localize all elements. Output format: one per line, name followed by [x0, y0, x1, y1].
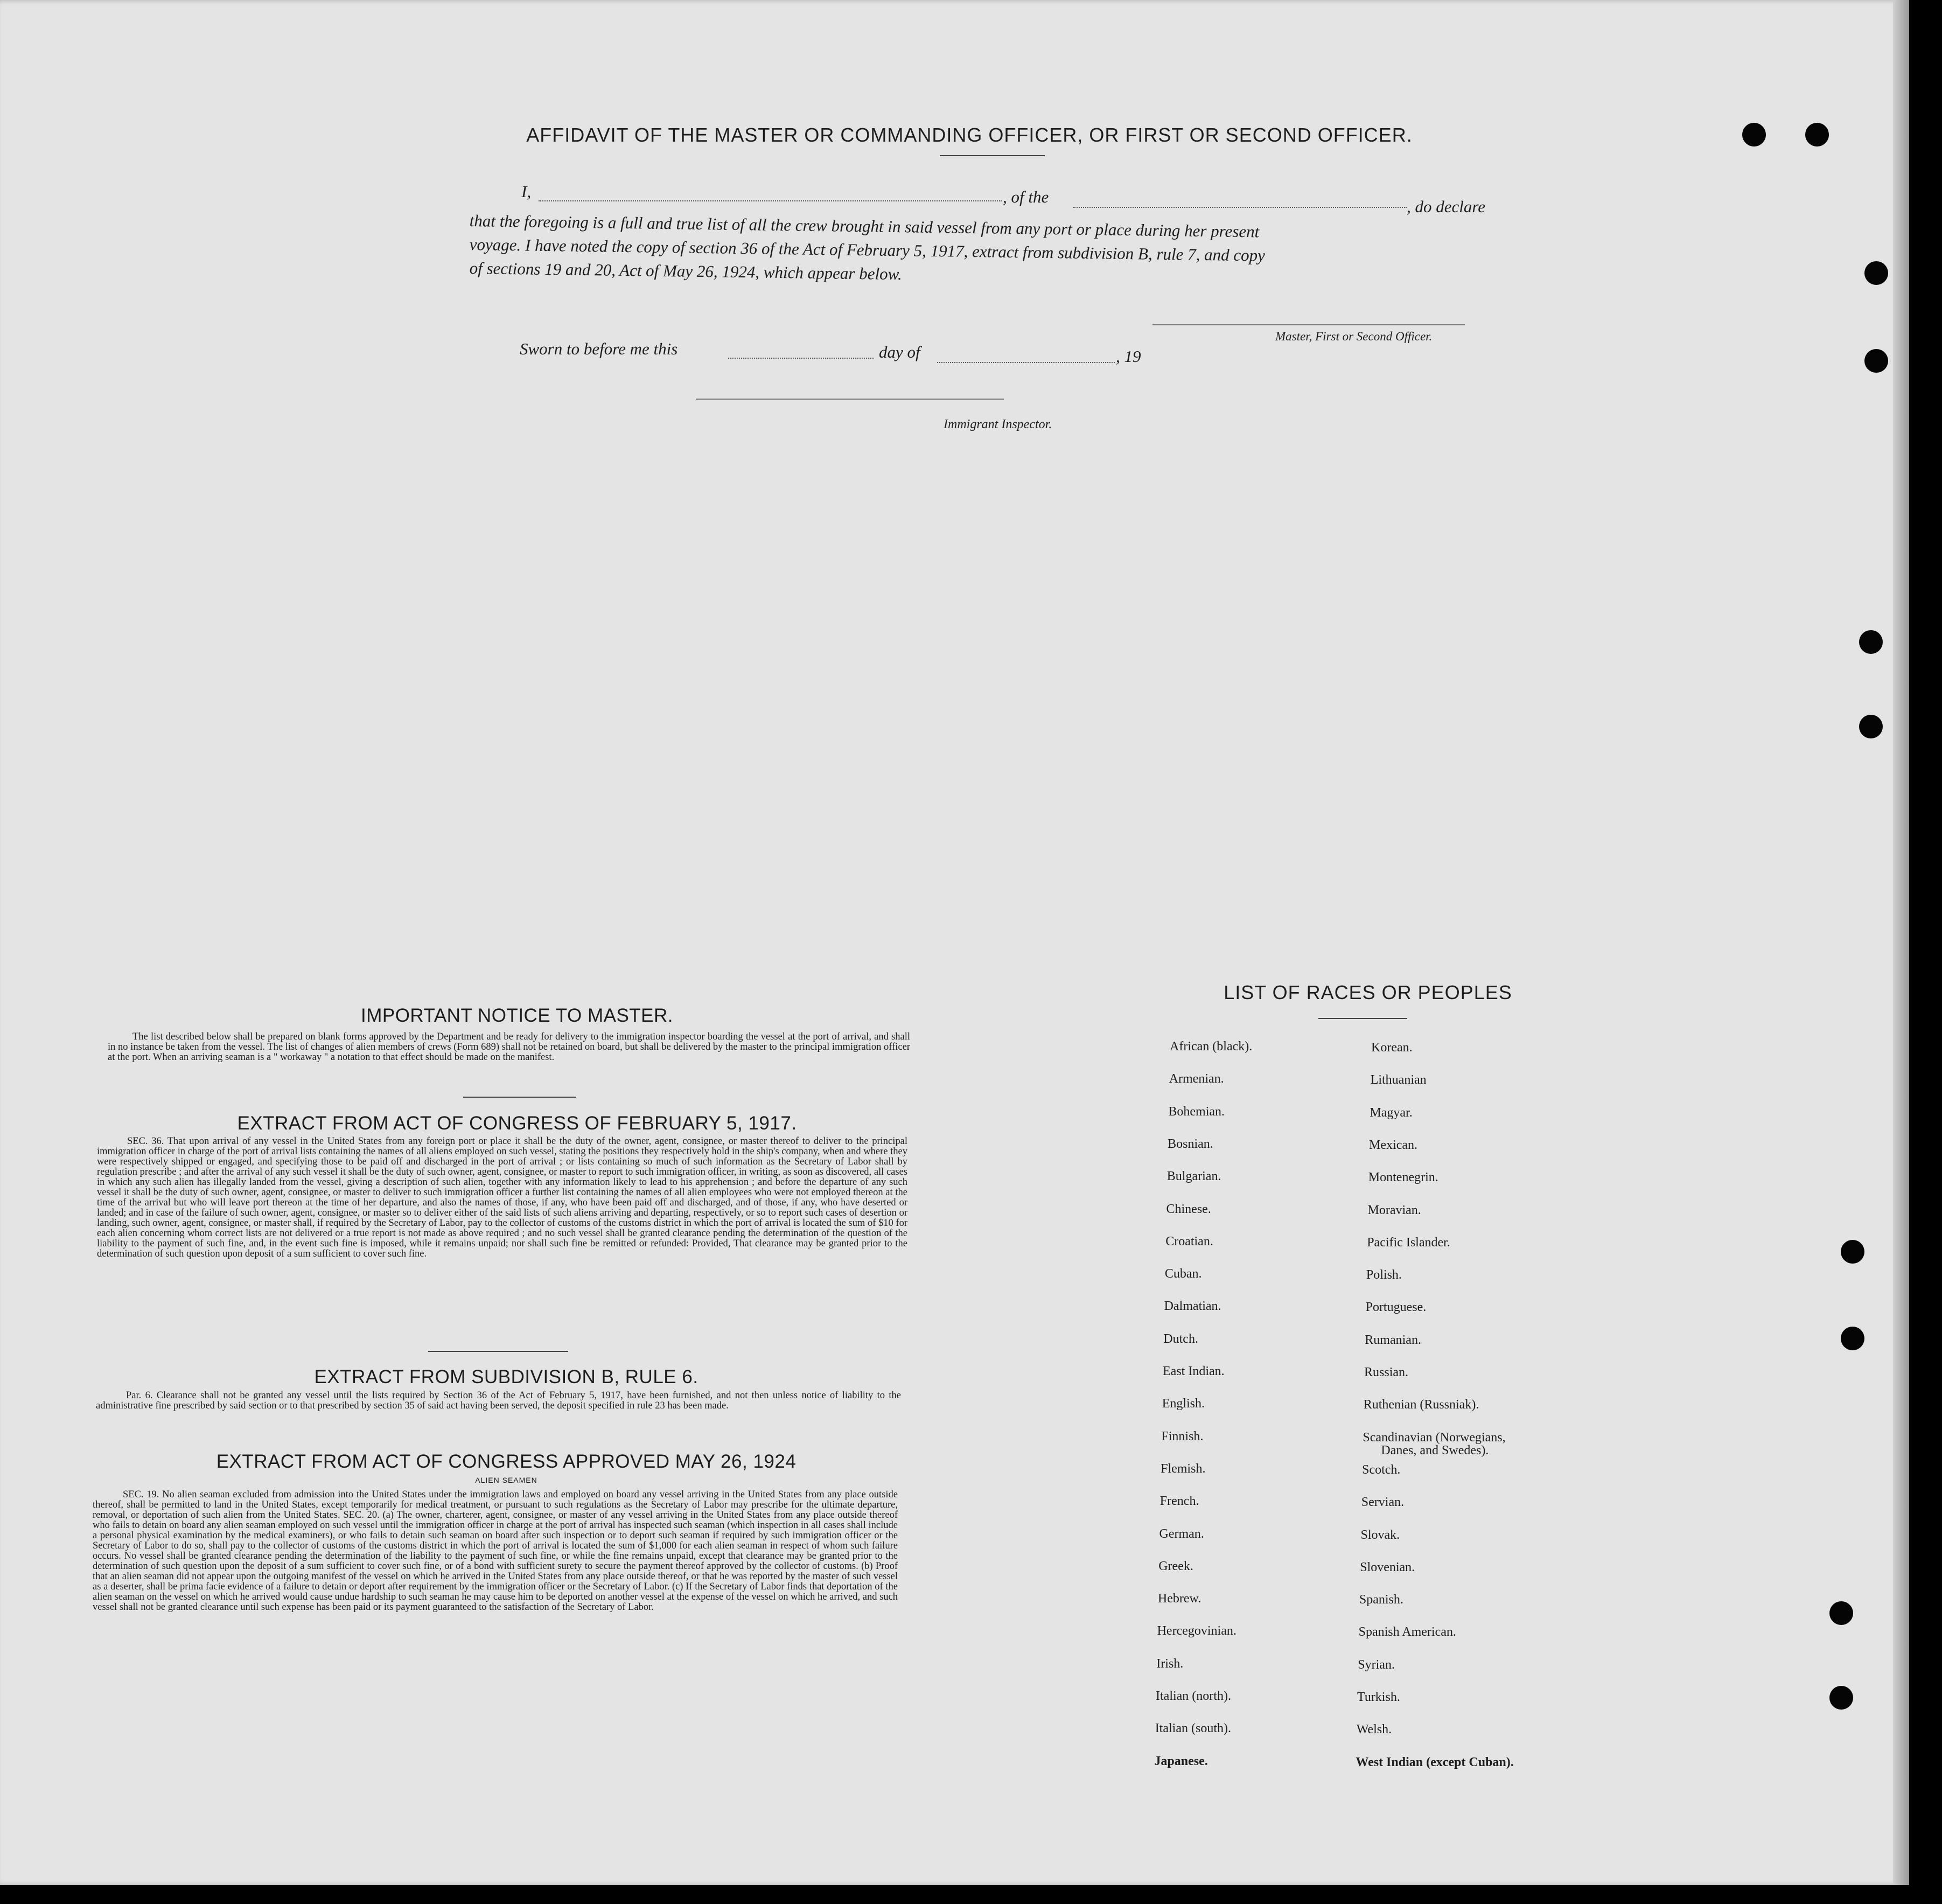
race-item: Bosnian.: [1168, 1136, 1213, 1151]
punch-hole: [1864, 349, 1888, 373]
divider: [463, 1097, 576, 1098]
sworn-day-blank[interactable]: [728, 358, 874, 359]
race-item: Croatian.: [1165, 1234, 1213, 1249]
affidavit-line-4: of sections 19 and 20, Act of May 26, 1924, which appear below.: [469, 259, 902, 284]
race-item: French.: [1159, 1494, 1199, 1509]
race-item: Servian.: [1361, 1495, 1405, 1510]
races-title: LIST OF RACES OR PEOPLES: [1224, 981, 1512, 1003]
sworn-day-of: day of: [879, 343, 920, 361]
race-item: Italian (south).: [1155, 1721, 1231, 1736]
race-item: Turkish.: [1357, 1690, 1400, 1704]
race-item: Syrian.: [1358, 1657, 1395, 1672]
extract-1917-body: SEC. 36. That upon arrival of any vessel in the United States from any foreign port or place it shall be the duty of the owner, agent, consignee, or master thereof to deliver to the principal immigration officer in charge of the port of arrival lists containing the names of all aliens employed on such vessel, stating the positions they respectively hold in the ship's company, when and where they were respectively shipped or engaged, and specifying those to be paid off and discharged in the port of arrival ; or lists containing so much of such information as the Secretary of Labor shall by regulation prescribe ; and after the arrival of any such vessel it shall be the duty of such owner, agent, consignee, or master to report to such immigration officer, in writing, as soon as discovered, all cases in which any such alien has illegally landed from the vessel, giving a description of such alien, together with any information likely to lead to his apprehension ; and before the departure of any such vessel it shall be the duty of such owner, agent, consignee, or master to deliver to such immigration officer a further list containing the names of all alien employees who were not employed thereon at the time of the arrival but who will leave port thereon at the time of her departure, and also the names of those, if any, who have been paid off and discharged, and of those, if any, who have deserted or landed; and in case of the failure of such owner, agent, consignee, or master so to deliver either of the said lists of such aliens arriving and departing, respectively, or so to report such cases of desertion or landing, such owner, agent, consignee, or master shall, if required by the Secretary of Labor, pay to the collector of customs of the customs district in which the port of arrival is located the sum of $10 for each alien concerning whom correct lists are not delivered or a true report is not made as above required ; and no such vessel shall be granted clearance pending the determination of the question of the liability to the payment of such fine, and, in the event such fine is imposed, while it remains unpaid; nor shall such fine be remitted or refunded: Provided, That clearance may be granted prior to the determination of such question upon deposit of a sum sufficient to cover such fine.: [97, 1136, 907, 1259]
title-rule: [940, 155, 1045, 156]
race-item: Spanish.: [1359, 1593, 1403, 1607]
race-item: Cuban.: [1164, 1267, 1202, 1281]
race-item: West Indian (except Cuban).: [1356, 1755, 1514, 1769]
race-item: Spanish American.: [1358, 1625, 1456, 1640]
affidavit-title: AFFIDAVIT OF THE MASTER OR COMMANDING OFFICER, OR FIRST OR SECOND OFFICER.: [526, 124, 1413, 146]
rule6-body: Par. 6. Clearance shall not be granted any vessel until the lists required by Section 36 of the Act of February 5, 1917, have been furnished, and not then unless notice of liability to the administrative fine prescribed by said section or to that prescribed by section 35 of said act having been served, the deposit specified in rule 23 has been made.: [96, 1390, 901, 1411]
sworn-month-blank[interactable]: [937, 362, 1115, 363]
race-item: Scotch.: [1362, 1462, 1401, 1477]
race-item: Bulgarian.: [1166, 1169, 1221, 1184]
race-item: Korean.: [1371, 1041, 1413, 1055]
extract-1924-title: EXTRACT FROM ACT OF CONGRESS APPROVED MAY 26, 1924: [216, 1451, 797, 1472]
race-item: Rumanian.: [1365, 1333, 1421, 1347]
race-item: Mexican.: [1369, 1138, 1418, 1152]
race-item: Greek.: [1158, 1559, 1193, 1573]
affidavit-declare: , do declare: [1407, 197, 1486, 216]
sworn-text: Sworn to before me this: [520, 339, 678, 358]
punch-hole: [1859, 715, 1883, 738]
punch-hole: [1859, 630, 1883, 654]
race-item: Flemish.: [1161, 1461, 1206, 1476]
sheet-edge: [1893, 0, 1909, 1885]
divider: [428, 1351, 568, 1352]
extract-1924-body: SEC. 19. No alien seaman excluded from admission into the United States under the immigration laws and employed on board any vessel arriving in the United States from any place outside thereof, shall be permitted to land in the United States, except temporarily for medical treatment, or pursuant to such regulations as the Secretary of Labor may prescribe for the ultimate departure, removal, or deportation of such alien from the United States. SEC. 20. (a) The owner, charterer, agent, consignee, or master of any vessel arriving in the United States from any place outside thereof who fails to detain on board any alien seaman employed on such vessel until the immigration officer in charge at the port of arrival has inspected such seaman (which inspection in all cases shall include a personal physical examination by the medical examiners), or who fails to detain such seaman on board after such inspection or to deport such seaman if required by such immigration officer or the Secretary of Labor to do so, shall pay to the collector of customs of the customs district in which the port of arrival is located the sum of $1,000 for each alien seaman in respect of whom such failure occurs. No vessel shall be granted clearance pending the determination of the liability to the payment of such fine, or while the fine remains unpaid, except that clearance may be granted prior to the determination of such question upon the deposit of a sum sufficient to cover such fine, or of a bond with sufficient surety to secure the payment thereof approved by the collector of customs. (b) Proof that an alien seaman did not appear upon the outgoing manifest of the vessel on which he arrived in the United States from any place outside thereof, or that he was reported by the master of such vessel as a deserter, shall be prima facie evidence of a failure to detain or deport after requirement by the immigration officer or the Secretary of Labor. (c) If the Secretary of Labor finds that deportation of the alien seaman on the vessel on which he arrived would cause undue hardship to such seaman he may cause him to be deported on another vessel at the expense of the vessel on which he arrived, and such vessel shall not be granted clearance until such expense has been paid or its payment guaranteed to the satisfaction of the Secretary of Labor.: [93, 1489, 898, 1613]
race-item: Dalmatian.: [1164, 1299, 1221, 1314]
punch-hole: [1864, 261, 1888, 285]
race-item: Armenian.: [1169, 1072, 1224, 1086]
punch-hole: [1805, 123, 1829, 147]
races-title-rule: [1318, 1018, 1407, 1019]
race-item: Russian.: [1364, 1365, 1409, 1379]
race-item: Ruthenian (Russniak).: [1363, 1398, 1479, 1412]
master-label: Master, First or Second Officer.: [1275, 330, 1433, 343]
punch-hole: [1829, 1601, 1853, 1625]
race-item: Polish.: [1366, 1268, 1402, 1282]
race-item: German.: [1159, 1526, 1204, 1541]
notice-title: IMPORTANT NOTICE TO MASTER.: [360, 1005, 674, 1026]
affidavit-line-3: voyage. I have noted the copy of section 36 of the Act of February 5, 1917, extract from subdivision B, rule 7, and copy: [469, 235, 1266, 265]
affidavit-i: I,: [521, 182, 532, 201]
race-item: Slovenian.: [1360, 1560, 1415, 1574]
race-item: Chinese.: [1166, 1202, 1211, 1216]
inspector-label: Immigrant Inspector.: [944, 417, 1052, 431]
race-item: Slovak.: [1360, 1528, 1400, 1542]
race-item: Dutch.: [1163, 1331, 1198, 1346]
race-item: Montenegrin.: [1368, 1170, 1438, 1185]
master-signature-line[interactable]: [1152, 324, 1465, 325]
race-item: Pacific Islander.: [1367, 1235, 1450, 1250]
race-item: Finnish.: [1161, 1429, 1204, 1443]
affidavit-of-the: , of the: [1003, 187, 1049, 206]
sworn-year: , 19: [1116, 347, 1141, 366]
race-item: East Indian.: [1163, 1364, 1225, 1378]
race-item: Bohemian.: [1168, 1104, 1225, 1119]
punch-hole: [1841, 1327, 1864, 1350]
rule6-title: EXTRACT FROM SUBDIVISION B, RULE 6.: [314, 1366, 698, 1387]
extract-1917-title: EXTRACT FROM ACT OF CONGRESS OF FEBRUARY 5, 1917.: [237, 1113, 797, 1134]
race-item: Welsh.: [1356, 1722, 1392, 1737]
race-item: Portuguese.: [1365, 1300, 1427, 1315]
race-item: Hercegovinian.: [1157, 1624, 1237, 1638]
punch-hole: [1829, 1686, 1853, 1710]
race-item: Magyar.: [1370, 1105, 1413, 1120]
notice-body: The list described below shall be prepared on blank forms approved by the Department and be ready for delivery to the immigration inspector boarding the vessel at the port of arrival, and shall in no instance be taken from the vessel. The list of changes of alien members of crews (Form 689) shall not be retained on board, but shall be delivered by the master to the principal immigration officer at the port. When an arriving seaman is a " workaway " a notation to that effect should be made on the manifest.: [108, 1031, 910, 1063]
name-blank[interactable]: [539, 200, 1002, 201]
race-item: Danes, and Swedes).: [1381, 1443, 1489, 1457]
race-item: Italian (north).: [1156, 1689, 1231, 1703]
race-item: Irish.: [1156, 1656, 1184, 1671]
extract-1924-subtitle: ALIEN SEAMEN: [475, 1476, 537, 1484]
inspector-signature-line[interactable]: [696, 399, 1004, 400]
race-item: African (black).: [1170, 1040, 1253, 1054]
race-item: Moravian.: [1367, 1203, 1421, 1217]
race-item: Japanese.: [1154, 1754, 1208, 1768]
vessel-blank[interactable]: [1073, 207, 1407, 208]
punch-hole: [1841, 1240, 1864, 1264]
race-item: English.: [1162, 1397, 1205, 1411]
affidavit-line-2: that the foregoing is a full and true list of all the crew brought in said vessel from any port or place during her present: [469, 211, 1260, 241]
race-item: Lithuanian: [1370, 1073, 1427, 1087]
punch-hole: [1742, 123, 1766, 147]
race-item: Scandinavian (Norwegians,: [1363, 1430, 1506, 1445]
race-item: Hebrew.: [1157, 1592, 1201, 1606]
